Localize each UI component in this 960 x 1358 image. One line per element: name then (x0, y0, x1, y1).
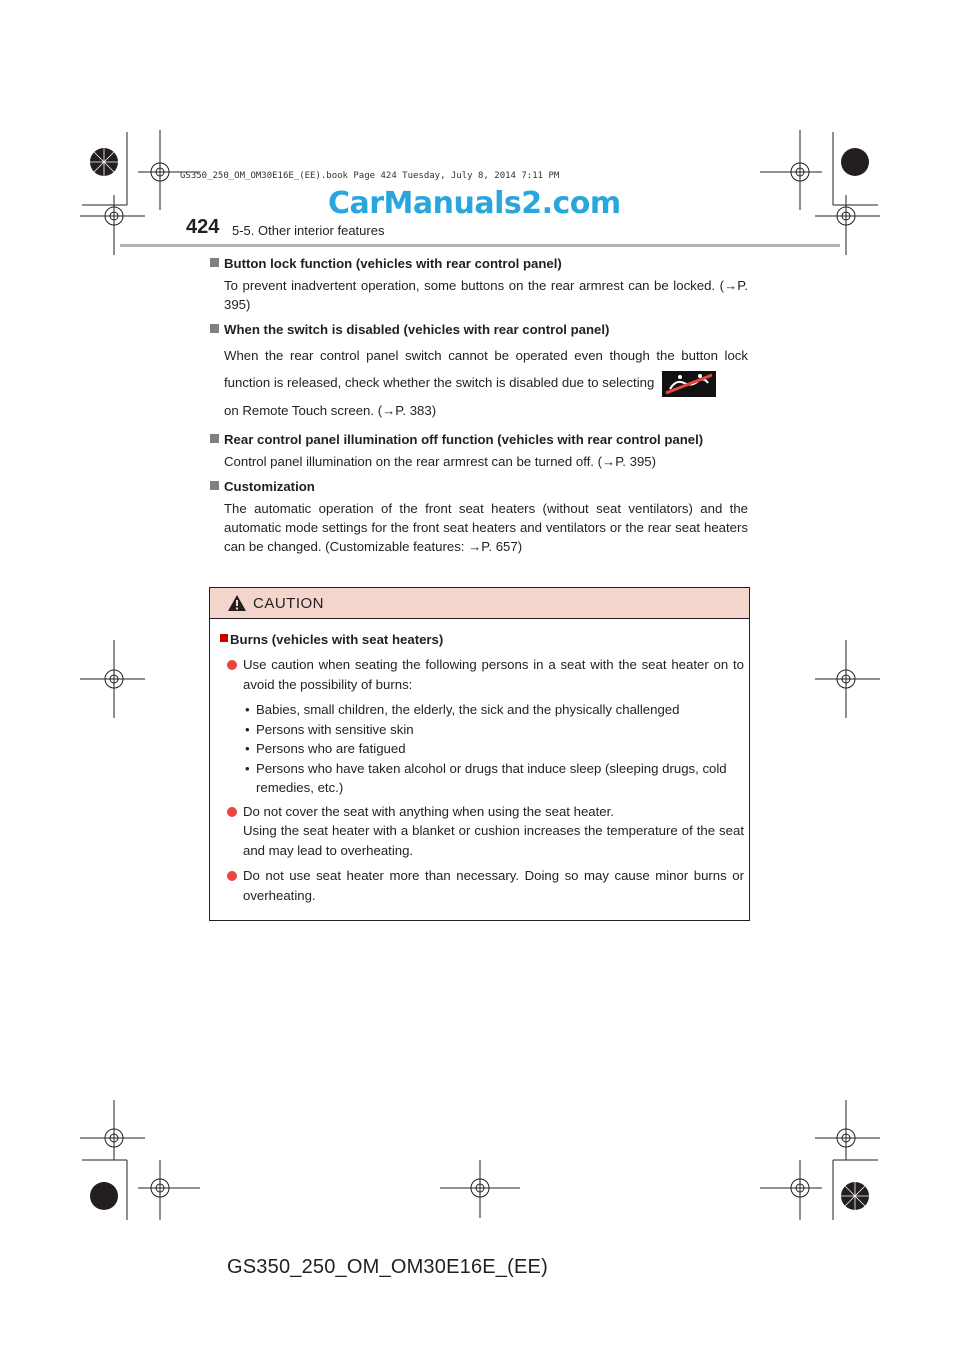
footer-code: GS350_250_OM_OM30E16E_(EE) (227, 1256, 548, 1278)
square-bullet-icon (210, 258, 219, 267)
main-content (210, 256, 748, 564)
caution-bullet: Do not cover the seat with anything when using the seat heater. Using the seat heater with a blanket or cushion increases the temperature of the seat and may lead to overheating. (220, 802, 744, 861)
page-number: 424 (186, 216, 220, 238)
caution-heading: Burns (vehicles with seat heaters) (220, 632, 744, 647)
caution-title: CAUTION (253, 595, 324, 612)
item-heading: Rear control panel illumination off function (vehicles with rear control panel) (210, 432, 748, 447)
item-heading: Customization (210, 479, 748, 494)
square-bullet-icon (210, 434, 219, 443)
caution-bullet: Use caution when seating the following persons in a seat with the seat heater on to avoid the possibility of burns: (220, 655, 744, 694)
item-text: The automatic operation of the front seat heaters (without seat ventilators) and the automatic mode settings for the front seat heaters and ventilators or the rear seat heaters can be changed. (Customizable features: →P. 657) (224, 500, 748, 554)
red-dot-icon (227, 660, 237, 670)
item-heading: When the switch is disabled (vehicles with rear control panel) (210, 322, 748, 337)
item-text: When the rear control panel switch cannot be operated even though the button lock function is released, check whether the switch is disabled due to selecting on Remote Touch screen. (→P. 383) (224, 348, 748, 418)
item-text: To prevent inadvertent operation, some buttons on the rear armrest can be locked. (→P. 395) (224, 278, 748, 312)
item-illumination-off (210, 432, 748, 471)
item-heading: Button lock function (vehicles with rear control panel) (210, 256, 748, 271)
item-customization (210, 479, 748, 556)
item-switch-disabled (210, 322, 748, 424)
book-info-line: GS350_250_OM_OM30E16E_(EE).book Page 424 Tuesday, July 8, 2014 7:11 PM (180, 171, 560, 181)
caution-bullet: Do not use seat heater more than necessary. Doing so may cause minor burns or overheating. (220, 866, 744, 905)
caution-header (210, 588, 749, 619)
watermark-logo: CarManuals2.com (328, 186, 621, 221)
list-item: • Persons who have taken alcohol or drugs that induce sleep (sleeping drugs, cold remedies, etc.) (245, 760, 727, 795)
red-dot-icon (227, 871, 237, 881)
list-item: • Persons with sensitive skin (245, 721, 414, 737)
caution-box (209, 587, 750, 921)
list-item: • Persons who are fatigued (245, 741, 406, 756)
square-bullet-icon (210, 481, 219, 490)
item-text: Control panel illumination on the rear armrest can be turned off. (→P. 395) (224, 453, 657, 469)
rear-seat-disabled-icon (662, 371, 716, 397)
list-item: • Babies, small children, the elderly, the sick and the physically challenged (245, 702, 680, 717)
caution-subitems (220, 700, 744, 798)
item-button-lock (210, 256, 748, 314)
square-bullet-icon (210, 324, 219, 333)
red-square-bullet-icon (220, 634, 228, 642)
caution-body (220, 632, 744, 905)
section-title: 5-5. Other interior features (232, 223, 385, 238)
header-rule (120, 244, 840, 247)
red-dot-icon (227, 807, 237, 817)
warning-triangle-icon (227, 594, 247, 612)
